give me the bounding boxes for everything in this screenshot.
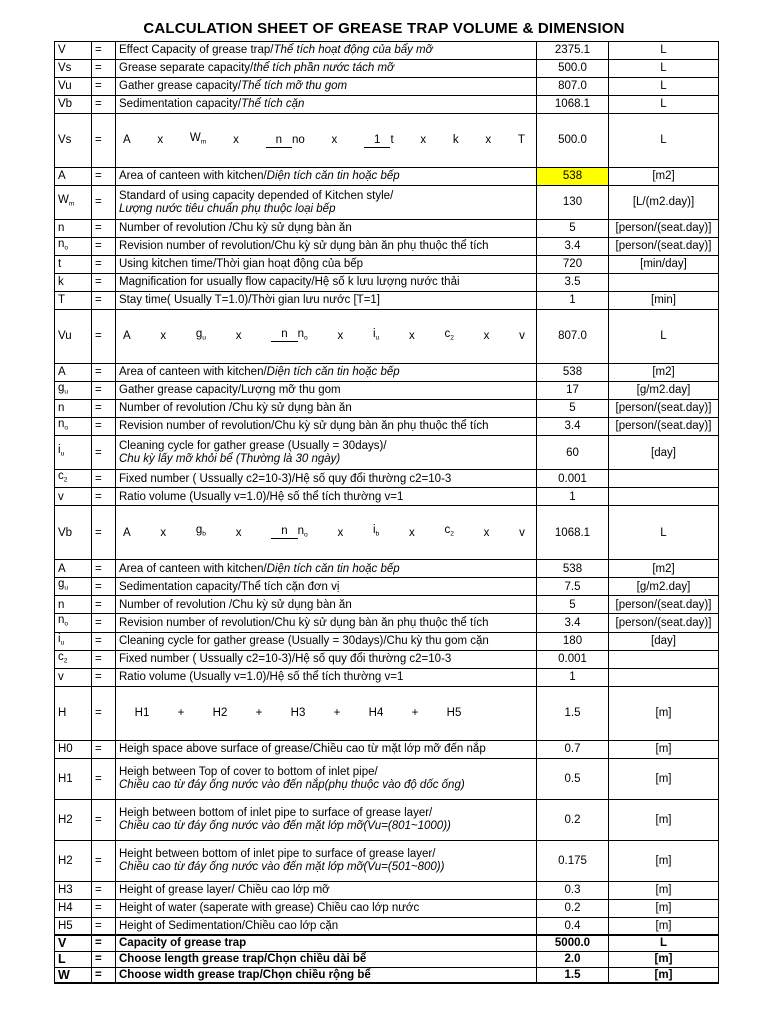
symbol-cell: H4: [55, 899, 92, 917]
table-row: [55, 560, 719, 578]
equals-cell: =: [92, 42, 116, 60]
table-row: [55, 382, 719, 400]
value-cell: 807.0: [537, 310, 609, 364]
equals-cell: =: [92, 470, 116, 488]
equals-cell: =: [92, 168, 116, 186]
description-cell: Ratio volume (Usually v=1.0)/Hệ số thể tích thường v=1: [116, 668, 537, 686]
equals-cell: =: [92, 114, 116, 168]
equals-cell: =: [92, 292, 116, 310]
unit-cell: [day]: [609, 632, 719, 650]
value-cell: 807.0: [537, 78, 609, 96]
value-cell: 538: [537, 168, 609, 186]
table-row: [55, 186, 719, 220]
unit-cell: L: [609, 78, 719, 96]
unit-cell: [m2]: [609, 364, 719, 382]
symbol-cell: $c_2$: [55, 650, 92, 668]
symbol-cell: A: [55, 168, 92, 186]
equals-cell: =: [92, 881, 116, 899]
table-row: [55, 168, 719, 186]
description-cell: Height of Sedimentation/Chiều cao lớp cặn: [116, 917, 537, 935]
description-cell: Number of revolution /Chu kỳ sử dụng bàn ăn: [116, 596, 537, 614]
unit-cell: [609, 470, 719, 488]
description-cell: Area of canteen with kitchen/Diện tích căn tin hoặc bếp: [116, 560, 537, 578]
unit-cell: [m]: [609, 951, 719, 967]
equals-cell: =: [92, 256, 116, 274]
unit-cell: L: [609, 60, 719, 78]
unit-cell: [609, 488, 719, 506]
description-cell: Heigh between bottom of inlet pipe to surface of grease layer/ Chiều cao từ đáy ống nước vào đến mặt lớp mỡ(Vu=(801~1000)): [116, 799, 537, 840]
unit-cell: [m2]: [609, 560, 719, 578]
calculation-table: [54, 41, 719, 984]
table-row: [55, 310, 719, 364]
value-cell: 3.5: [537, 274, 609, 292]
sheet-title: CALCULATION SHEET OF GREASE TRAP VOLUME & DIMENSION: [143, 20, 625, 37]
unit-cell: [m]: [609, 917, 719, 935]
unit-cell: [609, 668, 719, 686]
description-cell: Magnification for usually flow capacity/Hệ số k lưu lượng nước thải: [116, 274, 537, 292]
equals-cell: =: [92, 436, 116, 470]
equals-cell: =: [92, 668, 116, 686]
value-cell: 0.4: [537, 917, 609, 935]
value-cell: 5: [537, 596, 609, 614]
unit-cell: [person/(seat.day)]: [609, 418, 719, 436]
equals-cell: =: [92, 799, 116, 840]
value-cell: 130: [537, 186, 609, 220]
description-cell: Height of grease layer/ Chiều cao lớp mỡ: [116, 881, 537, 899]
symbol-cell: n: [55, 400, 92, 418]
description-cell: Revision number of revolution/Chu kỳ sử dụng bàn ăn phụ thuộc thể tích: [116, 418, 537, 436]
equals-cell: =: [92, 488, 116, 506]
equals-cell: =: [92, 935, 116, 951]
table-row: [55, 632, 719, 650]
symbol-cell: H: [55, 686, 92, 740]
value-cell: 1.5: [537, 967, 609, 983]
description-cell: Cleaning cycle for gather grease (Usually = 30days)/ Chu kỳ lấy mỡ khỏi bể (Thường là 30 ngày): [116, 436, 537, 470]
value-cell: 2375.1: [537, 42, 609, 60]
description-cell: Choose width grease trap/Chọn chiều rộng bể: [116, 967, 537, 983]
table-row: [55, 799, 719, 840]
unit-cell: [L/(m2.day)]: [609, 186, 719, 220]
table-row: [55, 78, 719, 96]
description-cell: Sedimentation capacity/Thể tích cặn: [116, 96, 537, 114]
table-row: [55, 96, 719, 114]
equals-cell: =: [92, 840, 116, 881]
symbol-cell: H2: [55, 840, 92, 881]
unit-cell: L: [609, 42, 719, 60]
unit-cell: [person/(seat.day)]: [609, 614, 719, 632]
description-cell: Fixed number ( Ussually c2=10-3)/Hệ số quy đổi thường c2=10-3: [116, 650, 537, 668]
vs-formula: A x $W_m$ x n no x 1 t x k x T: [123, 131, 525, 147]
table-row: [55, 292, 719, 310]
description-cell: Height of water (saperate with grease) Chiều cao lớp nước: [116, 899, 537, 917]
description-cell: Gather grease capacity/Lượng mỡ thu gom: [116, 382, 537, 400]
value-cell: 0.5: [537, 758, 609, 799]
description-cell: Grease separate capacity/thể tích phần nước tách mỡ: [116, 60, 537, 78]
value-cell: 1: [537, 488, 609, 506]
symbol-cell: $g_u$: [55, 578, 92, 596]
table-row: [55, 418, 719, 436]
unit-cell: [m]: [609, 967, 719, 983]
symbol-cell: k: [55, 274, 92, 292]
symbol-cell: v: [55, 668, 92, 686]
unit-cell: [person/(seat.day)]: [609, 220, 719, 238]
equals-cell: =: [92, 560, 116, 578]
value-cell: 0.7: [537, 740, 609, 758]
description-cell: Number of revolution /Chu kỳ sử dụng bàn ăn: [116, 400, 537, 418]
unit-cell: L: [609, 310, 719, 364]
equals-cell: =: [92, 758, 116, 799]
symbol-cell: $n_o$: [55, 418, 92, 436]
equals-cell: =: [92, 632, 116, 650]
unit-cell: [609, 274, 719, 292]
description-cell: Choose length grease trap/Chọn chiều dài bể: [116, 951, 537, 967]
equals-cell: =: [92, 220, 116, 238]
value-cell: 720: [537, 256, 609, 274]
symbol-cell: T: [55, 292, 92, 310]
description-cell: Ratio volume (Usually v=1.0)/Hệ số thể tích thường v=1: [116, 488, 537, 506]
symbol-cell: Vb: [55, 96, 92, 114]
description-cell: Fixed number ( Ussually c2=10-3)/Hệ số quy đổi thường c2=10-3: [116, 470, 537, 488]
value-cell: 500.0: [537, 60, 609, 78]
table-row: [55, 400, 719, 418]
description-cell: [116, 506, 537, 560]
description-cell: [116, 114, 537, 168]
value-cell: 500.0: [537, 114, 609, 168]
equals-cell: =: [92, 596, 116, 614]
equals-cell: =: [92, 578, 116, 596]
table-row: [55, 470, 719, 488]
symbol-cell: $i_u$: [55, 436, 92, 470]
table-row: [55, 951, 719, 967]
description-cell: Number of revolution /Chu kỳ sử dụng bàn ăn: [116, 220, 537, 238]
value-cell: 1: [537, 292, 609, 310]
value-cell: 1068.1: [537, 96, 609, 114]
value-cell: 538: [537, 560, 609, 578]
symbol-cell: L: [55, 951, 92, 967]
unit-cell: [m]: [609, 740, 719, 758]
equals-cell: =: [92, 967, 116, 983]
value-cell: 3.4: [537, 238, 609, 256]
table-row: [55, 238, 719, 256]
value-cell: 1: [537, 668, 609, 686]
symbol-cell: V: [55, 935, 92, 951]
equals-cell: =: [92, 686, 116, 740]
unit-cell: [609, 650, 719, 668]
equals-cell: =: [92, 310, 116, 364]
table-row: [55, 917, 719, 935]
value-cell: 180: [537, 632, 609, 650]
table-row: [55, 220, 719, 238]
value-cell: 7.5: [537, 578, 609, 596]
table-row: [55, 60, 719, 78]
symbol-cell: A: [55, 364, 92, 382]
description-cell: Area of canteen with kitchen/Diện tích căn tin hoặc bếp: [116, 168, 537, 186]
unit-cell: L: [609, 506, 719, 560]
description-cell: [116, 686, 537, 740]
value-cell: 3.4: [537, 418, 609, 436]
value-cell: 0.2: [537, 899, 609, 917]
value-cell: 5: [537, 220, 609, 238]
equals-cell: =: [92, 364, 116, 382]
value-cell: 1.5: [537, 686, 609, 740]
unit-cell: [person/(seat.day)]: [609, 238, 719, 256]
table-row: [55, 578, 719, 596]
table-row: [55, 840, 719, 881]
symbol-cell: v: [55, 488, 92, 506]
description-cell: Cleaning cycle for gather grease (Usually = 30days)/Chu kỳ thu gom cặn: [116, 632, 537, 650]
symbol-cell: $n_o$: [55, 238, 92, 256]
unit-cell: L: [609, 96, 719, 114]
table-row: [55, 740, 719, 758]
description-cell: [116, 310, 537, 364]
description-cell: Height between bottom of inlet pipe to surface of grease layer/ Chiều cao từ đáy ống nước vào đến mặt lớp mỡ(Vu=(501~800)): [116, 840, 537, 881]
description-cell: Capacity of grease trap: [116, 935, 537, 951]
table-row: [55, 758, 719, 799]
symbol-cell: $c_2$: [55, 470, 92, 488]
equals-cell: =: [92, 418, 116, 436]
symbol-cell: $n_o$: [55, 614, 92, 632]
symbol-cell: Vu: [55, 78, 92, 96]
value-cell: 0.001: [537, 470, 609, 488]
unit-cell: [m]: [609, 799, 719, 840]
equals-cell: =: [92, 951, 116, 967]
unit-cell: [m]: [609, 840, 719, 881]
symbol-cell: V: [55, 42, 92, 60]
value-cell: 2.0: [537, 951, 609, 967]
unit-cell: [m]: [609, 758, 719, 799]
symbol-cell: $g_u$: [55, 382, 92, 400]
description-cell: Revision number of revolution/Chu kỳ sử dụng bàn ăn phụ thuộc thể tích: [116, 238, 537, 256]
equals-cell: =: [92, 917, 116, 935]
equals-cell: =: [92, 238, 116, 256]
product-formula: A x $g_u$ x n $n_o$ x $i_u$ x $c_2$ x v: [123, 328, 525, 343]
equals-cell: =: [92, 274, 116, 292]
value-cell: 0.001: [537, 650, 609, 668]
description-cell: Sedimentation capacity/Thể tích cặn đơn vị: [116, 578, 537, 596]
equals-cell: =: [92, 78, 116, 96]
description-cell: Gather grease capacity/Thể tích mỡ thu gom: [116, 78, 537, 96]
table-row: [55, 488, 719, 506]
symbol-cell: H3: [55, 881, 92, 899]
symbol-cell: A: [55, 560, 92, 578]
description-cell: Effect Capacity of grease trap/Thể tích hoạt động của bẩy mỡ: [116, 42, 537, 60]
unit-cell: [g/m2.day]: [609, 382, 719, 400]
value-cell: 0.175: [537, 840, 609, 881]
description-cell: Area of canteen with kitchen/Diện tích căn tin hoặc bếp: [116, 364, 537, 382]
table-row: [55, 256, 719, 274]
symbol-cell: W: [55, 967, 92, 983]
unit-cell: L: [609, 114, 719, 168]
table-row: [55, 668, 719, 686]
symbol-cell: $W_m$: [55, 186, 92, 220]
value-cell: 1068.1: [537, 506, 609, 560]
equals-cell: =: [92, 506, 116, 560]
table-row: [55, 436, 719, 470]
value-cell: 0.2: [537, 799, 609, 840]
equals-cell: =: [92, 614, 116, 632]
table-row: [55, 274, 719, 292]
symbol-cell: $i_u$: [55, 632, 92, 650]
symbol-cell: Vu: [55, 310, 92, 364]
unit-cell: [m]: [609, 686, 719, 740]
table-row: [55, 614, 719, 632]
description-cell: Standard of using capacity depended of Kitchen style/ Lượng nước tiêu chuẩn phụ thuộc loại bếp: [116, 186, 537, 220]
table-row: [55, 596, 719, 614]
unit-cell: [g/m2.day]: [609, 578, 719, 596]
product-formula: A x $g_b$ x n $n_o$ x $i_b$ x $c_2$ x v: [123, 524, 525, 539]
value-cell: 5000.0: [537, 935, 609, 951]
table-row: [55, 650, 719, 668]
symbol-cell: Vs: [55, 114, 92, 168]
unit-cell: L: [609, 935, 719, 951]
description-cell: Heigh space above surface of grease/Chiều cao từ mặt lớp mỡ đến nắp: [116, 740, 537, 758]
value-cell: 538: [537, 364, 609, 382]
unit-cell: [person/(seat.day)]: [609, 596, 719, 614]
symbol-cell: t: [55, 256, 92, 274]
value-cell: 5: [537, 400, 609, 418]
height-formula: H1 + H2 + H3 + H4 + H5: [134, 707, 462, 719]
unit-cell: [min]: [609, 292, 719, 310]
symbol-cell: H1: [55, 758, 92, 799]
equals-cell: =: [92, 186, 116, 220]
value-cell: 60: [537, 436, 609, 470]
symbol-cell: Vb: [55, 506, 92, 560]
table-row: [55, 967, 719, 983]
equals-cell: =: [92, 400, 116, 418]
symbol-cell: n: [55, 220, 92, 238]
equals-cell: =: [92, 382, 116, 400]
value-cell: 3.4: [537, 614, 609, 632]
unit-cell: [m]: [609, 899, 719, 917]
unit-cell: [m]: [609, 881, 719, 899]
equals-cell: =: [92, 650, 116, 668]
value-cell: 17: [537, 382, 609, 400]
unit-cell: [person/(seat.day)]: [609, 400, 719, 418]
symbol-cell: H2: [55, 799, 92, 840]
table-row: [55, 114, 719, 168]
symbol-cell: Vs: [55, 60, 92, 78]
unit-cell: [min/day]: [609, 256, 719, 274]
table-row: [55, 935, 719, 951]
description-cell: Revision number of revolution/Chu kỳ sử dụng bàn ăn phụ thuộc thể tích: [116, 614, 537, 632]
equals-cell: =: [92, 96, 116, 114]
table-row: [55, 686, 719, 740]
unit-cell: [m2]: [609, 168, 719, 186]
equals-cell: =: [92, 60, 116, 78]
symbol-cell: H5: [55, 917, 92, 935]
equals-cell: =: [92, 740, 116, 758]
unit-cell: [day]: [609, 436, 719, 470]
table-row: [55, 881, 719, 899]
symbol-cell: n: [55, 596, 92, 614]
table-row: [55, 42, 719, 60]
equals-cell: =: [92, 899, 116, 917]
table-row: [55, 899, 719, 917]
description-cell: Stay time( Usually T=1.0)/Thời gian lưu nước [T=1]: [116, 292, 537, 310]
table-row: [55, 506, 719, 560]
symbol-cell: H0: [55, 740, 92, 758]
value-cell: 0.3: [537, 881, 609, 899]
table-row: [55, 364, 719, 382]
description-cell: Heigh between Top of cover to bottom of inlet pipe/ Chiều cao từ đáy ống nước vào đến nắp(phụ thuộc vào độ dốc ống): [116, 758, 537, 799]
description-cell: Using kitchen time/Thời gian hoạt động của bếp: [116, 256, 537, 274]
